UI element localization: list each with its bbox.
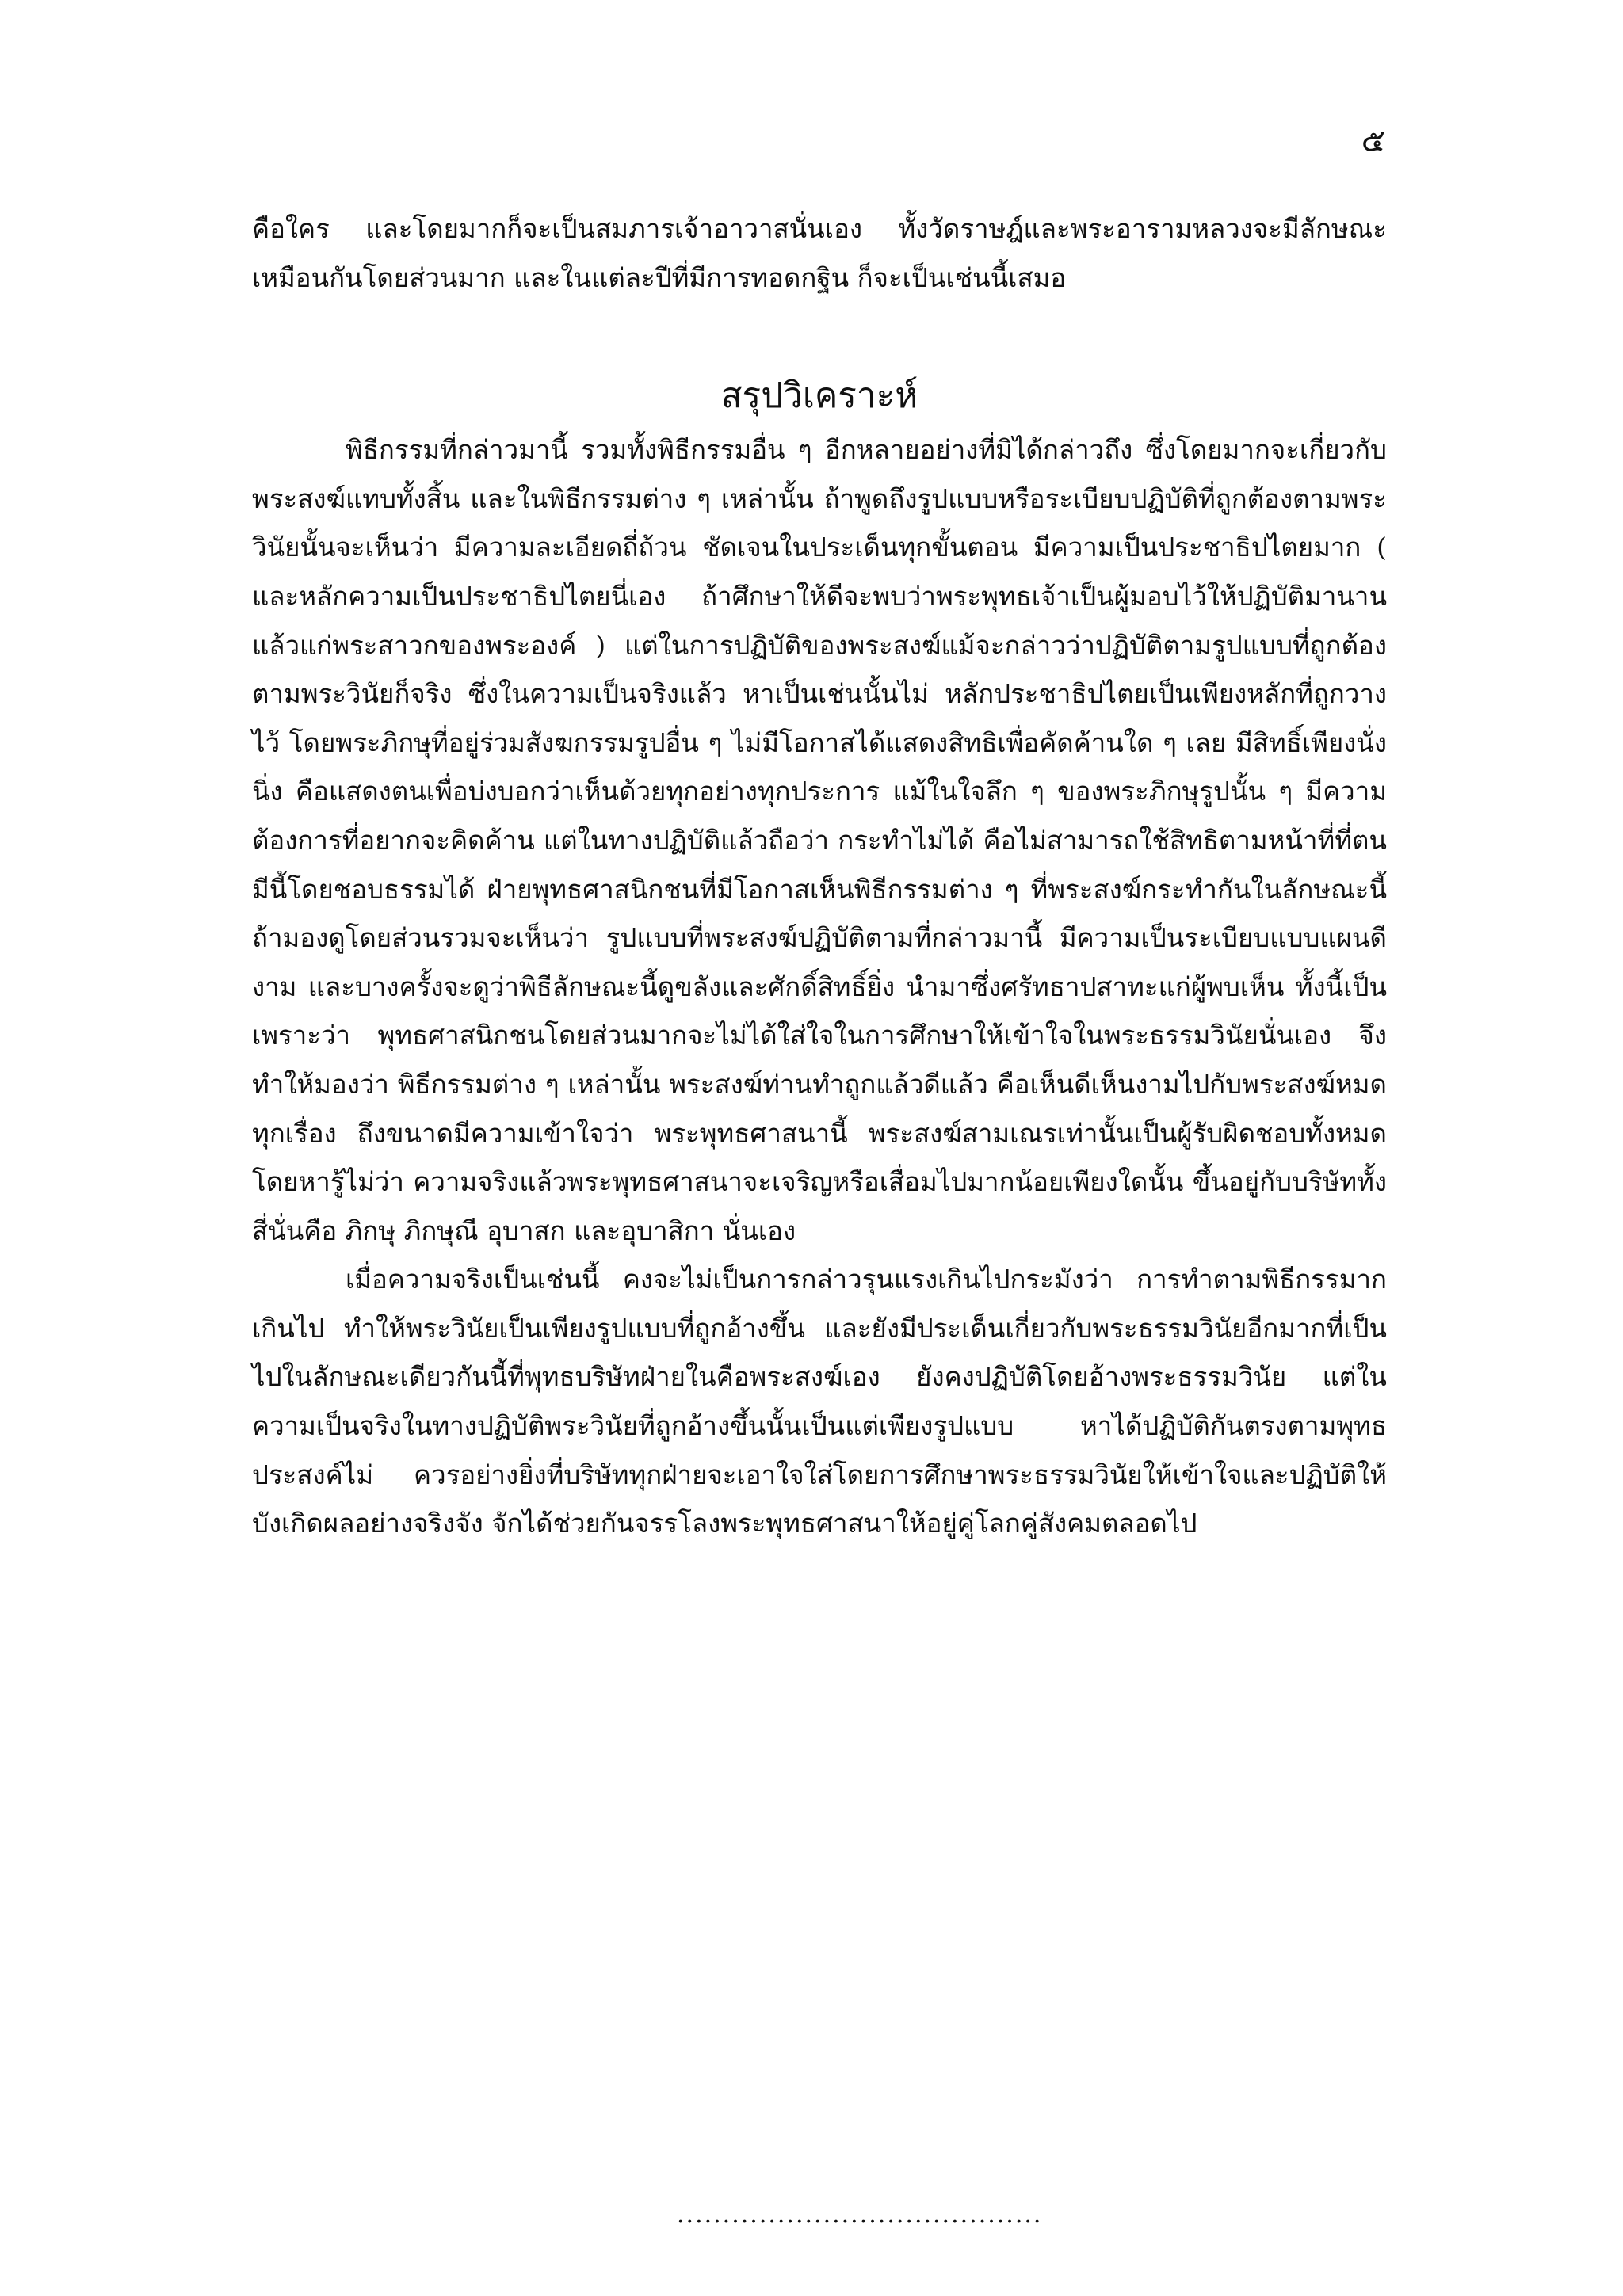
section-title: สรุปวิเคราะห์ <box>720 376 918 417</box>
body-paragraph: เมื่อความจริงเป็นเช่นนี้ คงจะไม่เป็นการกล่าวรุนแรงเกินไปกระมังว่า การทำตามพิธีกรรมากเกินไป ทำให้พระวินัยเป็นเพียงรูปแบบที่ถูกอ้างขึ้น และยังมีประเด็นเกี่ยวกับพระธรรมวินัยอีกมากที่เป็นไปในลักษณะเดียวกันนี้ที่พุทธบริษัทฝ่ายในคือพระสงฆ์เอง ยังคงปฏิบัติโดยอ้างพระธรรมวินัย แต่ในความเป็นจริงในทางปฏิบัติพระวินัยที่ถูกอ้างขึ้นนั้นเป็นแต่เพียงรูปแบบ หาได้ปฏิบัติกันตรงตามพุทธประสงค์ไม่ ควรอย่างยิ่งที่บริษัททุกฝ่ายจะเอาใจใส่โดยการศึกษาพระธรรมวินัยให้เข้าใจและปฏิบัติให้บังเกิดผลอย่างจริงจัง จักได้ช่วยกันจรรโลงพระพุทธศาสนาให้อยู่คู่โลกคู่สังคมตลอดไป <box>252 1264 1387 1539</box>
body-paragraph: พิธีกรรมที่กล่าวมานี้ รวมทั้งพิธีกรรมอื่น ๆ อีกหลายอย่างที่มิได้กล่าวถึง ซึ่งโดยมากจะเกี่ยวกับพระสงฆ์แทบทั้งสิ้น และในพิธีกรรมต่าง ๆ เหล่านั้น ถ้าพูดถึงรูปแบบหรือระเบียบปฏิบัติที่ถูกต้องตามพระวินัยนั้นจะเห็นว่า มีความละเอียดถี่ถ้วน ชัดเจนในประเด็นทุกขั้นตอน มีความเป็นประชาธิปไตยมาก ( และหลักความเป็นประชาธิปไตยนี่เอง ถ้าศึกษาให้ดีจะพบว่าพระพุทธเจ้าเป็นผู้มอบไว้ให้ปฏิบัติมานานแล้วแก่พระสาวกของพระองค์ ) แต่ในการปฏิบัติของพระสงฆ์แม้จะกล่าวว่าปฏิบัติตามรูปแบบที่ถูกต้องตามพระวินัยก็จริง ซึ่งในความเป็นจริงแล้ว หาเป็นเช่นนั้นไม่ หลักประชาธิปไตยเป็นเพียงหลักที่ถูกวางไว้ โดยพระภิกษุที่อยู่ร่วมสังฆกรรมรูปอื่น ๆ ไม่มีโอกาสได้แสดงสิทธิเพื่อคัดค้านใด ๆ เลย มีสิทธิ์เพียงนั่งนิ่ง คือแสดงตนเพื่อบ่งบอกว่าเห็นด้วยทุกอย่างทุกประการ แม้ในใจลึก ๆ ของพระภิกษุรูปนั้น ๆ มีความต้องการที่อยากจะคิดค้าน แต่ในทางปฏิบัติแล้วถือว่า กระทำไม่ได้ คือไม่สามารถใช้สิทธิตามหน้าที่ที่ตนมีนี้โดยชอบธรรมได้ ฝ่ายพุทธศาสนิกชนที่มีโอกาสเห็นพิธีกรรมต่าง ๆ ที่พระสงฆ์กระทำกันในลักษณะนี้ ถ้ามองดูโดยส่วนรวมจะเห็นว่า รูปแบบที่พระสงฆ์ปฏิบัติตามที่กล่าวมานี้ มีความเป็นระเบียบแบบแผนดีงาม และบางครั้งจะดูว่าพิธีลักษณะนี้ดูขลังและศักดิ์สิทธิ์ยิ่ง นำมาซึ่งศรัทธาปสาทะแก่ผู้พบเห็น ทั้งนี้เป็นเพราะว่า พุทธศาสนิกชนโดยส่วนมากจะไม่ได้ใส่ใจในการศึกษาให้เข้าใจในพระธรรมวินัยนั่นเอง จึงทำให้มองว่า พิธีกรรมต่าง ๆ เหล่านั้น พระสงฆ์ท่านทำถูกแล้วดีแล้ว คือเห็นดีเห็นงามไปกับพระสงฆ์หมดทุกเรื่อง ถึงขนาดมีความเข้าใจว่า พระพุทธศาสนานี้ พระสงฆ์สามเณรเท่านั้นเป็นผู้รับผิดชอบทั้งหมด โดยหารู้ไม่ว่า ความจริงแล้วพระพุทธศาสนาจะเจริญหรือเสื่อมไปมากน้อยเพียงใดนั้น ขึ้นอยู่กับบริษัททั้งสี่นั่นคือ ภิกษุ ภิกษุณี อุบาสก และอุบาสิกา นั่นเอง <box>252 434 1387 1246</box>
end-of-section-dots: ........................................ <box>677 2201 1043 2229</box>
document-body <box>252 204 1387 1548</box>
intro-paragraph: คือใคร และโดยมากก็จะเป็นสมภารเจ้าอาวาสนั่นเอง ทั้งวัดราษฎ์และพระอารามหลวงจะมีลักษณะเหมือนกันโดยส่วนมาก และในแต่ละปีที่มีการทอดกฐิน ก็จะเป็นเช่นนี้เสมอ <box>252 213 1387 293</box>
page-number: ๕ <box>1361 123 1385 159</box>
